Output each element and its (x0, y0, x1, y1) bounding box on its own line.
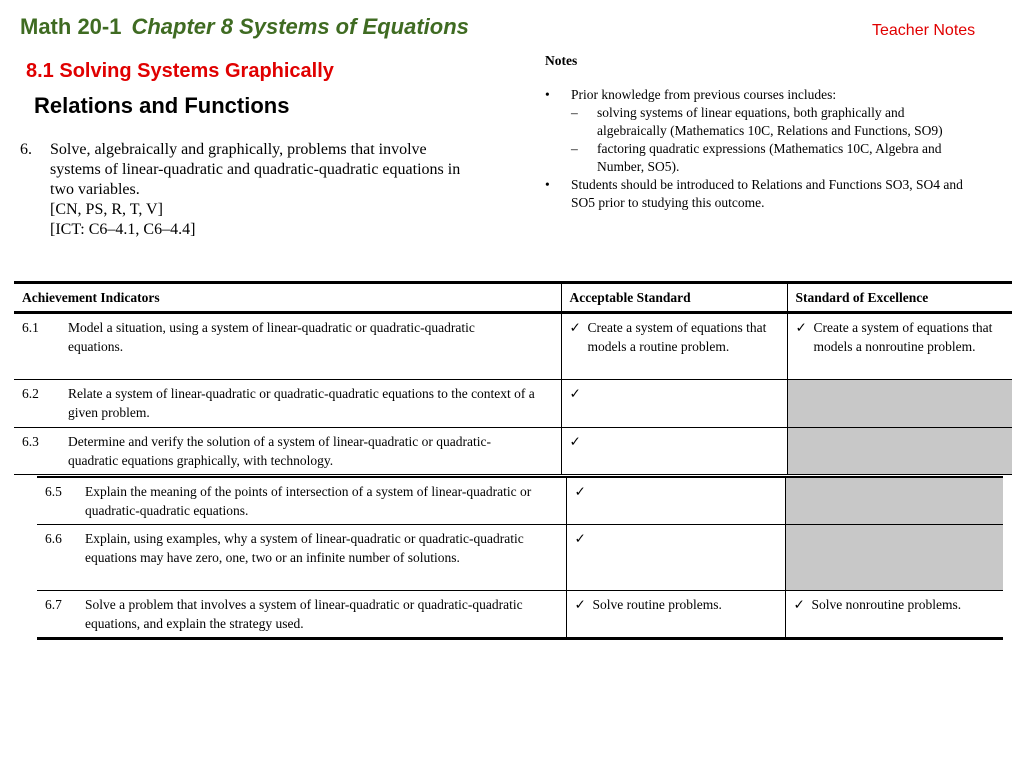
header-standard-of-excellence: Standard of Excellence (787, 283, 1012, 313)
header-acceptable-standard: Acceptable Standard (561, 283, 787, 313)
check-mark: ✓ (574, 531, 586, 546)
section-title: 8.1 Solving Systems Graphically (26, 60, 334, 82)
course-name: Math 20-1 (20, 14, 122, 39)
acceptable-text: Create a system of equations that models a routine problem. (587, 320, 767, 354)
excellence-text: Solve nonroutine problems. (811, 597, 962, 612)
table-row (37, 525, 1003, 591)
check-mark: ✓ (795, 320, 807, 335)
check-mark: ✓ (574, 597, 586, 612)
notes-heading: Notes (545, 53, 578, 68)
slide-title (20, 14, 469, 40)
excellence-text: Create a system of equations that models a nonroutine problem. (813, 320, 993, 354)
notes-dash-item: – factoring quadratic expressions (Mathematics 10C, Algebra and Number, SO5). (545, 140, 975, 176)
achievement-table-top (14, 281, 1012, 475)
indicator-text: Explain, using examples, why a system of linear-quadratic or quadratic-quadratic equations may have zero, one, two or an infinite number of solutions. (85, 531, 524, 565)
indicator-number: 6.5 (45, 484, 62, 499)
table-header-row (14, 283, 1012, 313)
outcome-line: two variables. (50, 181, 140, 198)
check-mark: ✓ (569, 386, 581, 401)
table-row (14, 313, 1012, 380)
empty-cell (785, 477, 1003, 525)
indicator-text: Solve a problem that involves a system of linear-quadratic or quadratic-quadratic equations, and explain the strategy used. (85, 597, 523, 631)
check-mark: ✓ (793, 597, 805, 612)
indicator-text: Determine and verify the solution of a system of linear-quadratic or quadratic-quadratic equations graphically, with technology. (68, 434, 491, 468)
check-mark: ✓ (569, 434, 581, 449)
indicator-text: Explain the meaning of the points of intersection of a system of linear-quadratic or quadratic-quadratic equations. (85, 484, 532, 518)
check-mark: ✓ (574, 484, 586, 499)
table-row (14, 380, 1012, 428)
empty-cell (785, 525, 1003, 591)
table-row (37, 591, 1003, 639)
indicator-text: Model a situation, using a system of linear-quadratic or quadratic-quadratic equations. (68, 320, 475, 354)
empty-cell (787, 428, 1012, 475)
outcome-line: [ICT: C6–4.1, C6–4.4] (50, 221, 196, 238)
notes-bullet: • Prior knowledge from previous courses includes: (545, 86, 975, 104)
indicator-number: 6.3 (22, 434, 39, 449)
table-row (14, 428, 1012, 475)
outcome-line: Solve, algebraically and graphically, problems that involve (50, 141, 427, 158)
acceptable-text: Solve routine problems. (592, 597, 722, 612)
indicator-text: Relate a system of linear-quadratic or quadratic-quadratic equations to the context of a given problem. (68, 386, 535, 420)
notes-dash-item: – solving systems of linear equations, both graphically and algebraically (Mathematics 10C, Relations and Functions, SO9) (545, 104, 975, 140)
teacher-notes-label: Teacher Notes (872, 22, 976, 39)
outcome-statement (20, 140, 520, 240)
chapter-title: Chapter 8 Systems of Equations (131, 14, 469, 39)
notes-panel (545, 52, 975, 212)
outcome-line: systems of linear-quadratic and quadratic-quadratic equations in (50, 161, 461, 178)
header-achievement-indicators: Achievement Indicators (14, 283, 561, 313)
achievement-table-bottom (37, 476, 1003, 640)
indicator-number: 6.1 (22, 320, 39, 335)
check-mark: ✓ (569, 320, 581, 335)
outcome-line: [CN, PS, R, T, V] (50, 201, 163, 218)
indicator-number: 6.7 (45, 597, 62, 612)
outcome-number: 6. (20, 141, 32, 158)
notes-bullet: • Students should be introduced to Relations and Functions SO3, SO4 and SO5 prior to studying this outcome. (545, 176, 975, 212)
indicator-number: 6.2 (22, 386, 39, 401)
empty-cell (787, 380, 1012, 428)
curriculum-heading: Relations and Functions (34, 93, 290, 118)
indicator-number: 6.6 (45, 531, 62, 546)
table-row (37, 477, 1003, 525)
